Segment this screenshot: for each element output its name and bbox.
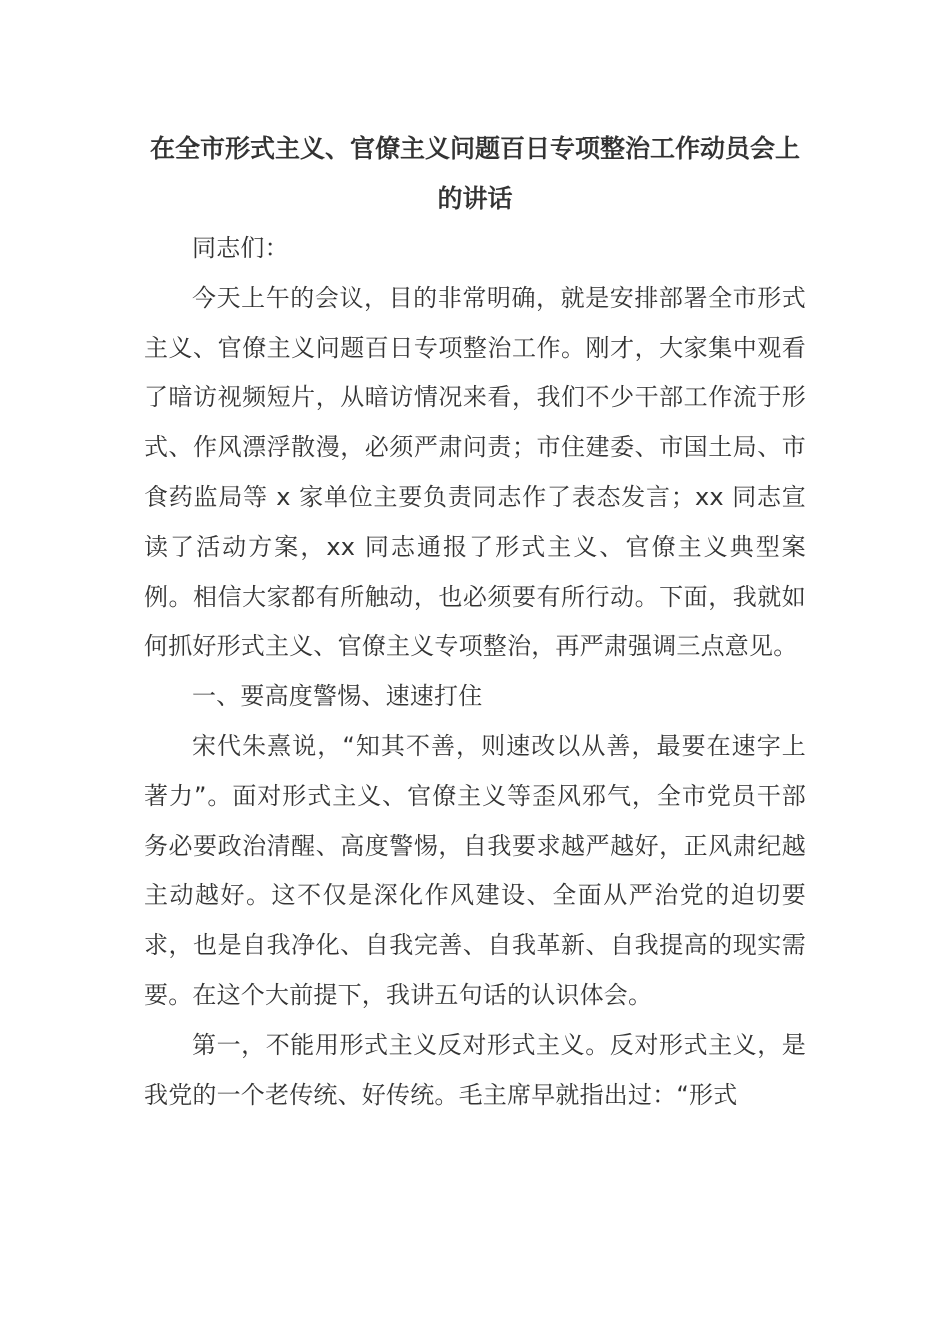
section-heading: 一、要高度警惕、速速打住 [192,682,483,711]
document-title: 在全市形式主义、官僚主义问题百日专项整治工作动员会上的讲话 [149,134,800,213]
body-paragraph: 第一，不能用形式主义反对形式主义。反对形式主义，是我党的一个老传统、好传统。毛主席早就指出过：“形式 [144,1030,806,1109]
body-paragraph: 今天上午的会议，目的非常明确，就是安排部署全市形式主义、官僚主义问题百日专项整治工作。刚才，大家集中观看了暗访视频短片，从暗访情况来看，我们不少干部工作流于形式、作风漂浮散漫，必须严肃问责；市住建委、市国土局、市食药监局等 x 家单位主要负责同志作了表态发言；xx 同志宣读了活动方案，xx 同志通报了形式主义、官僚主义典型案例。相信大家都有所触动，也必须要有所行动。下面，我就如何抓好形式主义、官僚主义专项整治，再严肃强调三点意见。 [144,283,806,661]
document-body [144,124,806,1120]
salutation: 同志们： [192,234,289,262]
body-paragraph: 宋代朱熹说，“知其不善，则速改以从善，最要在速字上著力”。面对形式主义、官僚主义等歪风邪气，全市党员干部务必要政治清醒、高度警惕，自我要求越严越好，正风肃纪越主动越好。这不仅是深化作风建设、全面从严治党的迫切要求，也是自我净化、自我完善、自我革新、自我提高的现实需要。在这个大前提下，我讲五句话的认识体会。 [144,731,806,1009]
